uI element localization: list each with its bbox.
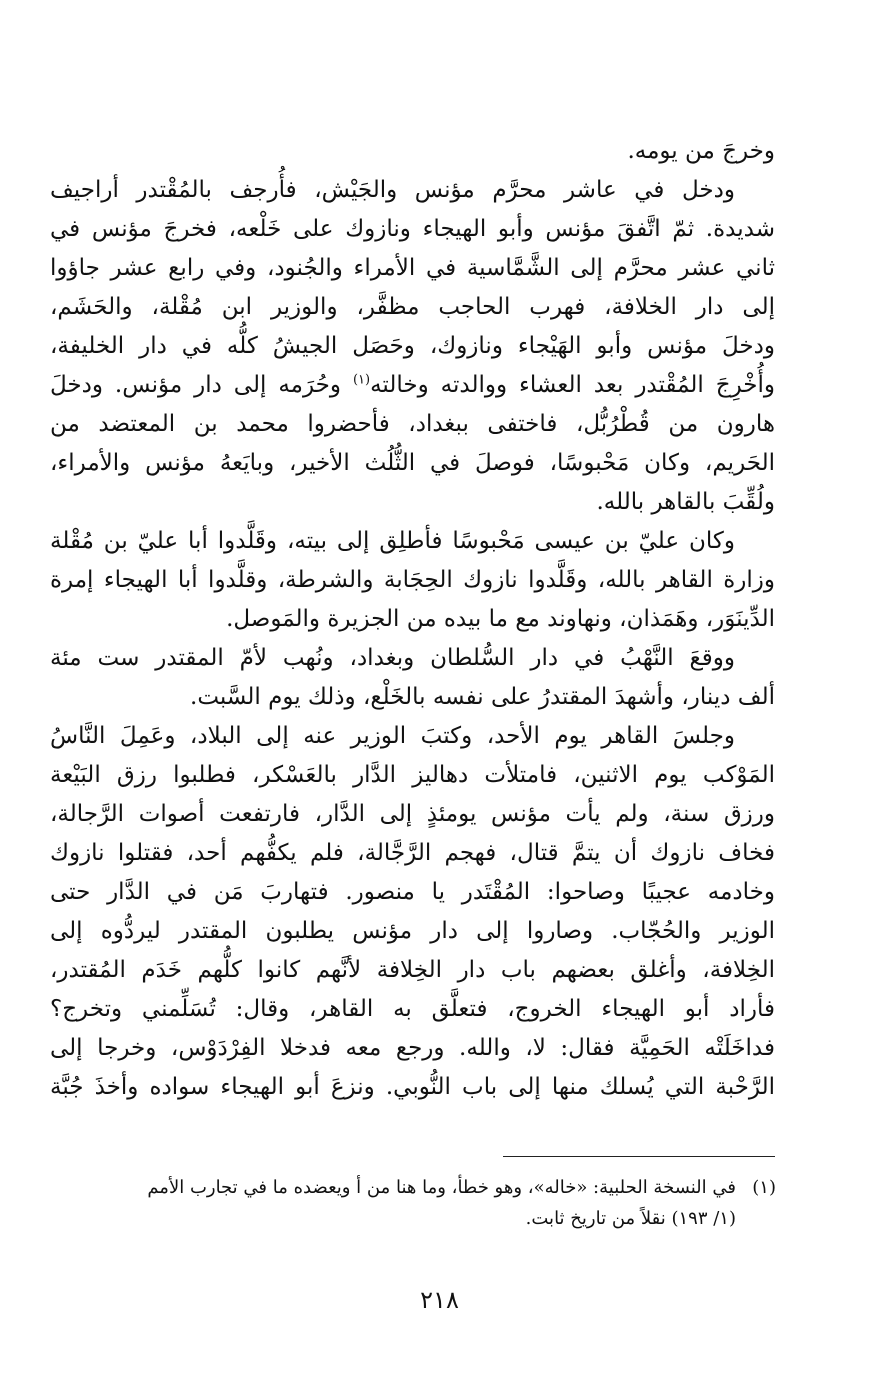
footnote-separator xyxy=(503,1156,775,1157)
text-line: الرَّحْبة التي يُسلك منها إلى باب النُّوبي. ونزعَ أبو الهيجاء سواده وأخذَ جُبَّة xyxy=(50,1074,775,1100)
text-line: ووقعَ النَّهْبُ في دار السُّلطان وبغداد، ونُهب لأمّ المقتدر ست مئة xyxy=(50,645,735,671)
footnote xyxy=(60,1172,776,1234)
text-line: ولُقِّبَ بالقاهر بالله. xyxy=(596,489,775,515)
text-line: فأراد أبو الهيجاء الخروج، فتعلَّق به القاهر، وقال: تُسَلِّمني وتخرج؟ xyxy=(50,996,775,1022)
text-line: الحَريم، وكان مَحْبوسًا، فوصلَ في الثُّلُث الأخير، وبايَعهُ مؤنس والأمراء، xyxy=(50,450,775,476)
text-line: وكان عليّ بن عيسى مَحْبوسًا فأطلِق إلى بيته، وقَلَّدوا أبا عليّ بن مُقْلة xyxy=(50,528,735,554)
text-line: ألف دينار، وأشهدَ المقتدرُ على نفسه بالخَلْع، وذلك يوم السَّبت. xyxy=(190,684,775,710)
text-line: وجلسَ القاهر يوم الأحد، وكتبَ الوزير عنه إلى البلاد، وعَمِلَ النَّاسُ xyxy=(50,723,735,749)
page-number: ٢١٨ xyxy=(420,1286,459,1314)
text-line: المَوْكب يوم الاثنين، فامتلأت دهاليز الدَّار بالعَسْكر، فطلبوا رزق البَيْعة xyxy=(50,762,775,788)
text-line: الخِلافة، وأغلق بعضهم باب دار الخِلافة لأنَّهم كانوا كلُّهم خَدَم المُقتدر، xyxy=(50,957,775,983)
text-line: هارون من قُطْرُبُّل، فاختفى ببغداد، فأحضروا محمد بن المعتضد من xyxy=(50,411,775,437)
paragraph xyxy=(50,522,775,639)
text-line: وخادمه عجيبًا وصاحوا: المُقْتَدر يا منصور. فتهاربَ مَن في الدَّار حتى xyxy=(50,879,775,905)
footnotes xyxy=(60,1172,776,1234)
text-line: ودخلَ مؤنس وأبو الهَيْجاء ونازوك، وحَصَل الجيشُ كلُّه في دار الخليفة، xyxy=(50,333,775,359)
text-line: الدِّينَوَر، وهَمَذان، ونهاوند مع ما بيده من الجزيرة والمَوصل. xyxy=(226,606,775,632)
text-line: وزارة القاهر بالله، وقَلَّدوا نازوك الحِجَابة والشرطة، وقلَّدوا أبا الهيجاء إمرة xyxy=(50,567,775,593)
footnote-number: (١) xyxy=(752,1177,776,1198)
text-segment: وأُخْرِجَ المُقْتدر بعد العشاء ووالدته وخالته xyxy=(370,372,775,398)
text-line: فداخَلَتْه الحَمِيَّة فقال: لا، والله. ورجع معه فدخلا الفِرْدَوْس، وخرجا إلى xyxy=(50,1035,775,1061)
footnote-line: في النسخة الحلبية: «خاله»، وهو خطأ، وما هنا من أ ويعضده ما في تجارب الأمم xyxy=(147,1177,736,1198)
text-line: إلى دار الخلافة، فهرب الحاجب مظفَّر، والوزير ابن مُقْلة، والحَشَم، xyxy=(50,294,775,320)
text-line: الوزير والحُجّاب. وصاروا إلى دار مؤنس يطلبون المقتدر ليردُّوه إلى xyxy=(50,918,775,944)
text-line: ورزق سنة، ولم يأت مؤنس يومئذٍ إلى الدَّار، فارتفعت أصوات الرَّجالة، xyxy=(50,801,775,827)
text-line: شديدة. ثمّ اتَّفقَ مؤنس وأبو الهيجاء ونازوك على خَلْعه، فخرجَ مؤنس في xyxy=(50,216,775,242)
text-line: ثاني عشر محرَّم إلى الشَّمَّاسية في الأمراء والجُنود، وفي رابع عشر جاؤوا xyxy=(50,255,775,281)
text-line: فخاف نازوك أن يتمَّ قتال، فهجم الرَّجَّالة، فلم يكفُّهم أحد، فقتلوا نازوك xyxy=(50,840,775,866)
main-text xyxy=(50,132,775,1107)
text-line: ودخل في عاشر محرَّم مؤنس والجَيْش، فأُرجف بالمُقْتدر أراجيف xyxy=(50,177,735,203)
paragraph xyxy=(50,132,775,171)
paragraph xyxy=(50,171,775,522)
text-segment: وحُرَمه إلى دار مؤنس. ودخلَ xyxy=(50,372,353,398)
footnote-marker[interactable]: (١) xyxy=(352,372,371,388)
text-line-with-footnote xyxy=(50,366,775,405)
text-line: وخرجَ من يومه. xyxy=(627,138,775,164)
paragraph xyxy=(50,717,775,1107)
footnote-line: (١/ ١٩٣) نقلاً من تاريخ ثابت. xyxy=(525,1208,736,1229)
paragraph xyxy=(50,639,775,717)
